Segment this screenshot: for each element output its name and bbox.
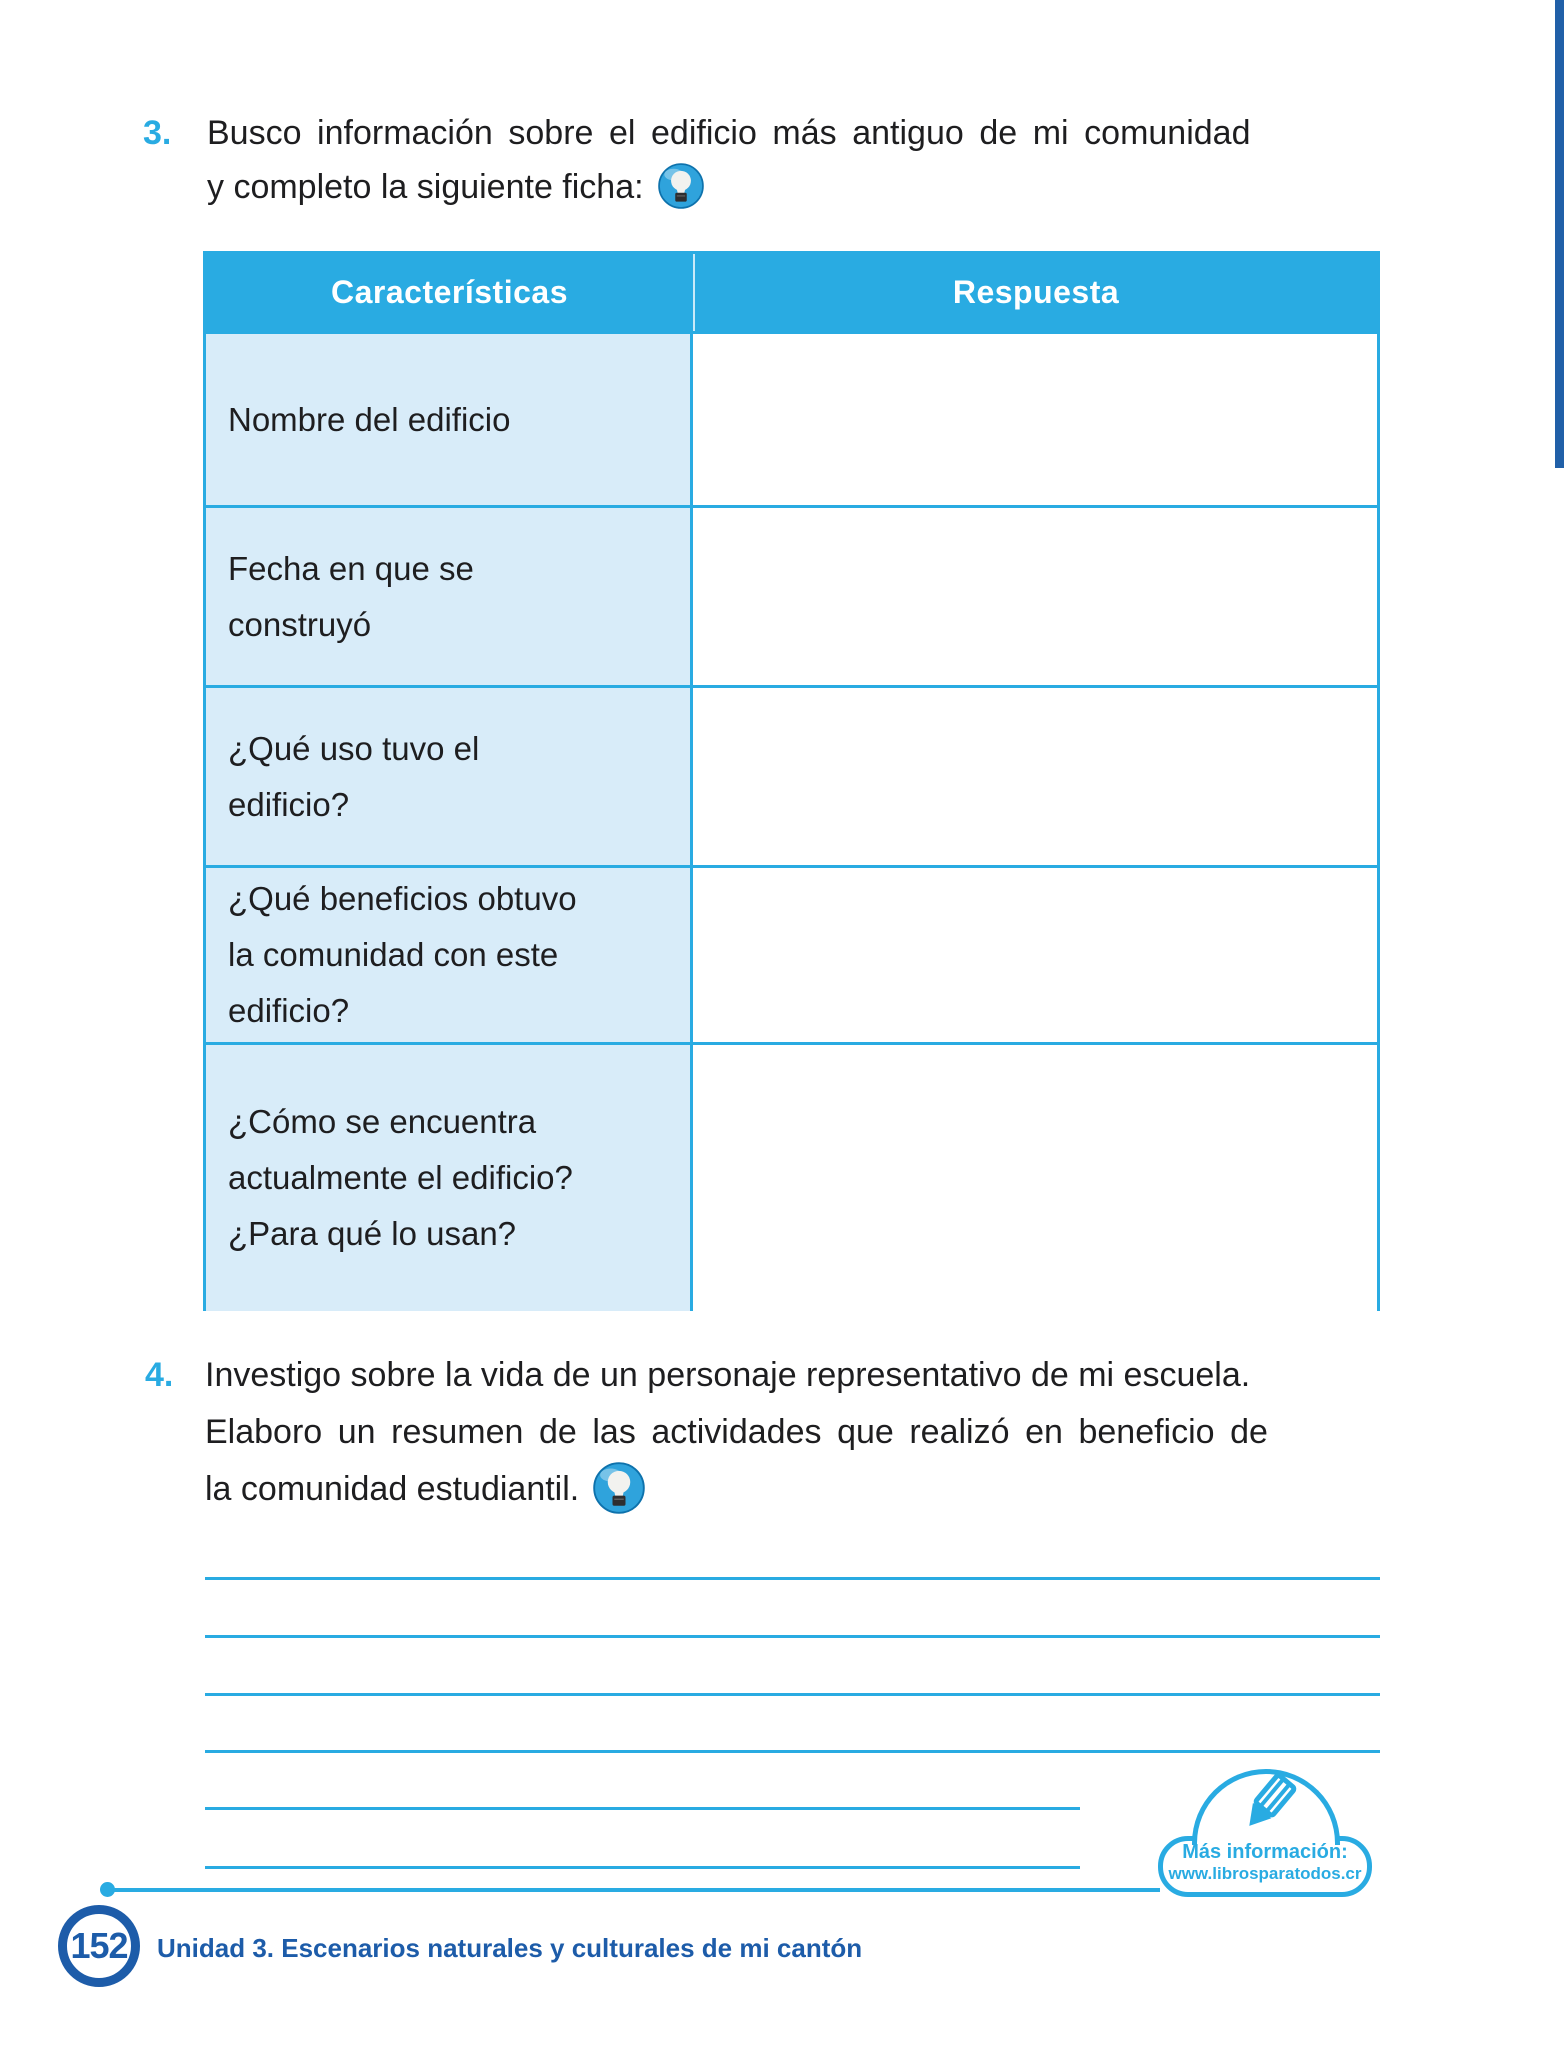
cell-text-line: edificio?	[228, 992, 350, 1029]
answer-line[interactable]	[205, 1750, 1380, 1753]
exercise-4-line3	[145, 1461, 1268, 1518]
pencil-icon	[1228, 1772, 1304, 1844]
lightbulb-icon	[593, 1462, 645, 1514]
page-edge-tab	[1555, 0, 1564, 468]
exercise-3-number: 3.	[143, 114, 172, 152]
exercise-4-number: 4.	[145, 1356, 174, 1394]
research-table	[203, 251, 1380, 1311]
exercise-4	[145, 1347, 1268, 1518]
header-cell-caracteristicas: Características	[331, 274, 568, 310]
characteristic-cell	[206, 1045, 693, 1311]
exercise-4-text3: la comunidad estudiantil.	[205, 1470, 580, 1508]
cell-text-line: Fecha en que se	[228, 549, 474, 587]
answer-line[interactable]	[205, 1693, 1380, 1696]
cell-text-line: ¿Cómo se encuentra	[228, 1103, 537, 1140]
exercise-4-text2: Elaboro un resumen de las actividades que realizó en beneficio de	[205, 1413, 1268, 1451]
cell-text-line: ¿Qué uso tuvo el	[228, 729, 480, 767]
website-url[interactable]: www.librosparatodos.cr	[1168, 1864, 1362, 1883]
cell-text-line: edificio?	[228, 785, 350, 823]
exercise-3-line2	[143, 160, 1251, 214]
cell-text-line: ¿Para qué lo usan?	[228, 1215, 517, 1252]
response-cell[interactable]	[693, 334, 1377, 505]
response-cell[interactable]	[693, 508, 1377, 685]
cell-text-line: la comunidad con este	[228, 936, 559, 973]
response-cell[interactable]	[693, 868, 1377, 1042]
table-row	[206, 685, 1377, 865]
more-info-label: Más información:	[1182, 1841, 1348, 1863]
unit-title: Unidad 3. Escenarios naturales y culturales de mi cantón	[157, 1933, 863, 1963]
table-row	[206, 865, 1377, 1042]
lightbulb-icon	[658, 163, 704, 209]
response-cell[interactable]	[693, 688, 1377, 865]
exercise-3-text2: y completo la siguiente ficha:	[207, 168, 644, 206]
cell-text-line: actualmente el edificio?	[228, 1159, 573, 1196]
answer-line[interactable]	[205, 1807, 1080, 1810]
exercise-3	[143, 106, 1251, 214]
table-row	[206, 331, 1377, 505]
exercise-3-line1	[143, 106, 1251, 160]
cell-text-line: ¿Qué beneficios obtuvo	[228, 880, 577, 917]
characteristic-cell	[206, 868, 693, 1042]
exercise-4-line2	[145, 1404, 1268, 1461]
exercise-3-text1: Busco información sobre el edificio más antiguo de mi comunidad	[207, 114, 1251, 152]
response-cell[interactable]	[693, 1045, 1377, 1311]
table-row	[206, 1042, 1377, 1311]
characteristic-cell	[206, 334, 693, 505]
page-number: 152	[70, 1925, 128, 1966]
divider-line	[110, 1888, 1160, 1892]
cell-text-line: construyó	[228, 605, 372, 643]
exercise-4-text1: Investigo sobre la vida de un personaje representativo de mi escuela.	[205, 1356, 1251, 1394]
answer-line[interactable]	[205, 1866, 1080, 1869]
exercise-4-line1	[145, 1347, 1268, 1404]
answer-line[interactable]	[205, 1577, 1380, 1580]
answer-line[interactable]	[205, 1635, 1380, 1638]
table-row	[206, 505, 1377, 685]
table-header-row	[206, 254, 1377, 331]
characteristic-cell	[206, 688, 693, 865]
page-number-badge	[58, 1905, 140, 1987]
header-cell-respuesta: Respuesta	[693, 254, 1377, 331]
characteristic-cell	[206, 508, 693, 685]
cell-text-line: Nombre del edificio	[228, 400, 511, 438]
